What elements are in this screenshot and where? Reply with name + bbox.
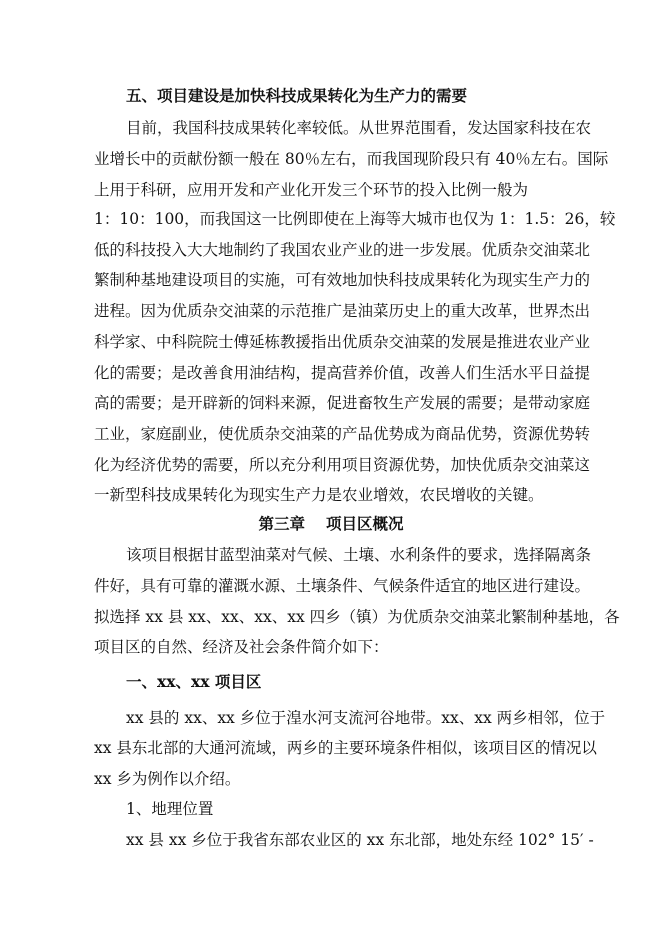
subsection-heading: 一、xx、xx 项目区 xyxy=(126,672,262,691)
paragraph-line: 件好，具有可靠的灌溉水源、土壤条件、气候条件适宜的地区进行建设。 xyxy=(94,577,591,595)
item-heading: 1、地理位置 xyxy=(126,800,214,818)
paragraph-line: 上用于科研，应用开发和产业化开发三个环节的投入比例一般为 xyxy=(94,181,529,199)
paragraph-line: 该项目根据甘蓝型油菜对气候、土壤、水利条件的要求，选择隔离条 xyxy=(126,546,592,564)
paragraph-line: 工业，家庭副业，使优质杂交油菜的产品优势成为商品优势，资源优势转 xyxy=(94,425,591,443)
paragraph-line: 一新型科技成果转化为现实生产力是农业增效，农民增收的关键。 xyxy=(94,486,544,504)
paragraph-line: 繁制种基地建设项目的实施，可有效地加快科技成果转化为现实生产力的 xyxy=(94,271,591,289)
paragraph-line: 目前，我国科技成果转化率较低。从世界范围看，发达国家科技在农 xyxy=(126,119,592,137)
paragraph-line: 化的需要；是改善食用油结构，提高营养价值，改善人们生活水平日益提 xyxy=(94,364,591,382)
section-heading: 五、项目建设是加快科技成果转化为生产力的需要 xyxy=(126,86,468,105)
paragraph-line: xx 乡为例作以介绍。 xyxy=(94,770,241,788)
paragraph-line: 拟选择 xx 县 xx、xx、xx、xx 四乡（镇）为优质杂交油菜北繁制种基地，各 xyxy=(94,608,620,626)
chapter-title: 第三章 项目区概况 xyxy=(258,514,404,533)
paragraph-line: 1：10：100，而我国这一比例即使在上海等大城市也仅为 1：1.5：26，较 xyxy=(94,210,616,228)
paragraph-line: 进程。因为优质杂交油菜的示范推广是油菜历史上的重大改革，世界杰出 xyxy=(94,302,591,320)
paragraph-line: 业增长中的贡献份额一般在 80％左右，而我国现阶段只有 40％左右。国际 xyxy=(94,150,609,168)
paragraph-line: 低的科技投入大大地制约了我国农业产业的进一步发展。优质杂交油菜北 xyxy=(94,241,591,259)
paragraph-line: xx 县 xx 乡位于我省东部农业区的 xx 东北部，地处东经 102° 15′ - xyxy=(126,831,594,849)
paragraph-line: xx 县东北部的大通河流域，两乡的主要环境条件相似，该项目区的情况以 xyxy=(94,739,597,757)
paragraph-line: 项目区的自然、经济及社会条件简介如下： xyxy=(94,638,389,656)
paragraph-line: 高的需要；是开辟新的饲料来源，促进畜牧生产发展的需要；是带动家庭 xyxy=(94,394,591,412)
paragraph-line: 化为经济优势的需要，所以充分利用项目资源优势，加快优质杂交油菜这 xyxy=(94,456,591,474)
paragraph-line: 科学家、中科院院士傅延栋教援指出优质杂交油菜的发展是推进农业产业 xyxy=(94,333,591,351)
paragraph-line: xx 县的 xx、xx 乡位于湟水河支流河谷地带。xx、xx 两乡相邻，位于 xyxy=(126,709,606,727)
